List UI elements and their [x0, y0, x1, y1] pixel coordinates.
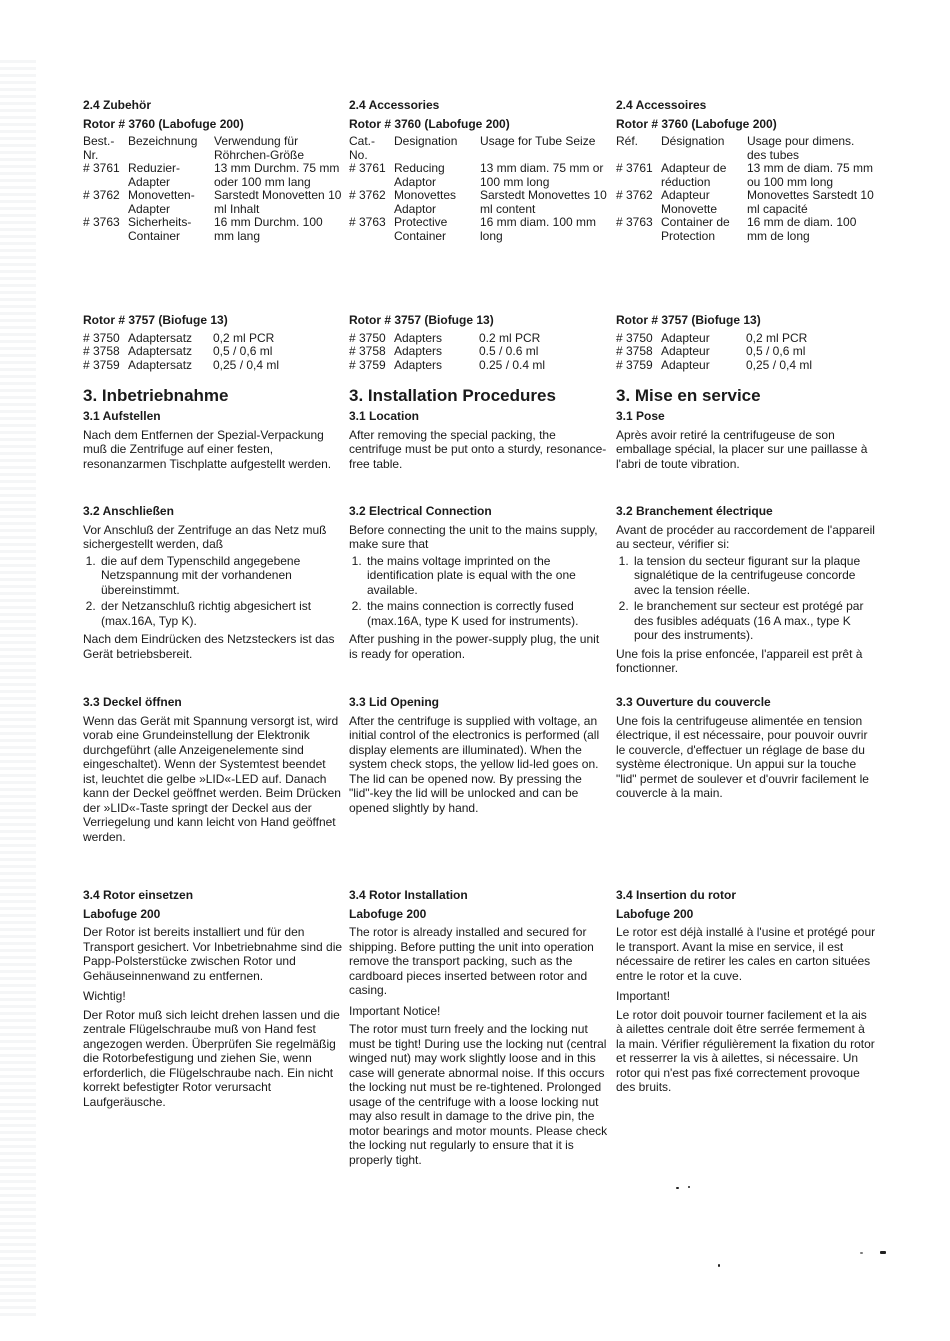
scan-speck [688, 1186, 690, 1188]
table-row [349, 189, 609, 216]
list-item: 2. the mains connection is correctly fused (max.16A, type K used for instruments). [365, 599, 609, 628]
rotor-3757-section [616, 313, 876, 372]
accessories-heading: 2.4 Zubehör [83, 98, 152, 112]
rotor-install-heading: 3.4 Insertion du rotor [616, 888, 737, 902]
section-title: 3. Inbetriebnahme [83, 386, 229, 405]
list-item: 1. la tension du secteur figurant sur la plaque signalétique de la centrifugeuse concorde avec la tension réelle. [632, 554, 876, 598]
installation-section [83, 386, 343, 473]
cell: Adaptersatz [128, 357, 193, 372]
header-cell: Usage pour dimens. des tubes [747, 134, 855, 162]
accessories-table [83, 135, 343, 243]
cell: 0,2 ml PCR [213, 330, 275, 345]
cell: # 3759 [616, 357, 653, 372]
lid-text: Une fois la centrifugeuse alimentée en tension électrique, il est nécessaire, pour pouvoir ouvrir le couvercle, d'effectuer un réglage de base du système électronique. Un appui sur la touche "lid" permet de soulever et d'ouvrir facilement le couvercle à la main. [616, 713, 869, 800]
cell: # 3763 [83, 215, 120, 229]
header-cell: Cat.- No. [349, 134, 376, 162]
rotor-install-text: Der Rotor ist bereits installiert und für den Transport gesichert. Vor Inbetriebnahme sind die Papp-Polsterstücke zwischen Rotor und Gehäuseinnenwand zu entfernen. [83, 925, 343, 983]
location-text: Nach dem Entfernen der Spezial-Verpackung muß die Zentrifuge auf einer festen, resonanzarmen Tischplatte aufgestellt werden. [83, 427, 332, 471]
electrical-intro: Avant de procéder au raccordement de l'appareil au secteur, vérifier si: [616, 522, 875, 551]
location-text: Après avoir retiré la centrifugeuse de son emballage spécial, la placer sur une paillasse à l'abri de toute vibration. [616, 427, 868, 471]
cell: # 3761 [83, 161, 120, 175]
table-row [83, 345, 343, 359]
accessories-heading: 2.4 Accessoires [616, 98, 707, 112]
table-row [616, 359, 876, 373]
rotor-install-text: The rotor is already installed and secured for shipping. Before putting the unit into operation remove the transport packing, such as the cardboard pieces inserted between rotor and casing. [349, 925, 594, 997]
lid-text: Wenn das Gerät mit Spannung versorgt ist, wird vorab eine Grundeinstellung der Elektronik durchgeführt (alle Anzeigenelemente sind eingeschaltet). Wenn der Systemtest beendet ist, leuchtet die gelbe »LID«-LED auf. Danach kann der Deckel geöffnet werden. Beim Drücken der »LID«-Taste springt der Deckel aus der Verriegelung und kann leicht von Hand geöffnet werden. [83, 713, 341, 844]
cell: 16 mm de diam. 100 mm de long [747, 215, 857, 243]
header-cell: Verwendung für Röhrchen-Größe [214, 134, 305, 162]
rotor-install-subheading: Labofuge 200 [83, 906, 161, 921]
electrical-intro: Vor Anschluß der Zentrifuge an das Netz muß sichergestellt werden, daß [83, 522, 327, 551]
rotor-3760-heading: Rotor # 3760 (Labofuge 200) [616, 116, 777, 131]
lid-section [83, 695, 343, 846]
cell: # 3763 [349, 215, 386, 229]
rotor-install-heading: 3.4 Rotor Installation [349, 888, 468, 902]
cell: 0.2 ml PCR [479, 330, 541, 345]
lid-section [349, 695, 609, 817]
electrical-heading: 3.2 Electrical Connection [349, 504, 492, 518]
rotor-install-section [83, 888, 343, 1111]
header-cell: Designation [394, 134, 458, 148]
cell: # 3758 [616, 344, 653, 358]
cell: # 3761 [349, 161, 386, 175]
cell: 13 mm diam. 75 mm or 100 mm long [480, 161, 604, 189]
notice-text: Der Rotor muß sich leicht drehen lassen und die zentrale Flügelschraube muß von Hand fest angezogen werden. Überprüfen Sie regelmäßig die Rotorbefestigung und ziehen Sie, wenn erforderlich, die Flügelschraube nach. Ein nicht korrekt befestigter Rotor verursacht Laufgeräusche. [83, 1007, 340, 1109]
cell: # 3761 [616, 161, 653, 175]
table-row [616, 162, 876, 189]
table-row [616, 345, 876, 359]
table-row [616, 332, 876, 346]
header-cell: Bezeichnung [128, 134, 198, 148]
rotor-install-heading: 3.4 Rotor einsetzen [83, 888, 194, 902]
cell: Adaptersatz [128, 344, 193, 358]
table-row [83, 162, 343, 189]
notice-text: Le rotor doit pouvoir tourner facilement et la ais à ailettes centrale doit être serrée fermement à la main. Vérifier régulièrement la fixation du rotor et resserrer la vis à ailettes, si nécessaire. Un rotor qui n'est pas fixé correctement provoque des bruits. [616, 1007, 875, 1094]
electrical-outro: Une fois la prise enfoncée, l'appareil est prêt à fonctionner. [616, 646, 863, 675]
header-cell: Réf. [616, 134, 639, 148]
cell: # 3762 [349, 188, 386, 202]
cell: Reducing Adaptor [394, 161, 445, 189]
table-row [83, 359, 343, 373]
list-item: 2. le branchement sur secteur est protégé par des fusibles adéquats (16 A max., type K pour des instruments). [632, 599, 876, 643]
cell: Adaptersatz [128, 330, 193, 345]
lid-heading: 3.3 Deckel öffnen [83, 695, 182, 709]
cell: Adapteur de réduction [661, 161, 727, 189]
accessories-section [83, 98, 343, 243]
table-header [83, 135, 343, 162]
cell: Adapters [394, 344, 443, 358]
cell: # 3750 [83, 330, 120, 345]
rotor-install-section [616, 888, 876, 1097]
notice-heading: Important Notice! [349, 1003, 441, 1018]
list-item: 1. die auf dem Typenschild angegebene Netzspannung mit der vorhandenen übereinstimmt. [99, 554, 343, 598]
table-row [349, 332, 609, 346]
notice-text: The rotor must turn freely and the locking nut must be tight! During use the locking nut (central winged nut) may work slightly loose and in this case will generate abnormal noise. If this occurs the locking nut must be re-tightened. Prolonged usage of the centrifuge with a loose locking nut may also result in damage to the drive pin, the motor bearings and motor mounts. Please check the locking nut regularly to ensure that it is properly tight. [349, 1022, 608, 1167]
rotor-install-section [349, 888, 609, 1169]
installation-section [349, 386, 609, 473]
cell: Sarstedt Monovetten 10 ml Inhalt [214, 188, 342, 216]
rotor-3757-heading: Rotor # 3757 (Biofuge 13) [83, 313, 228, 327]
cell: # 3750 [616, 330, 653, 345]
electrical-heading: 3.2 Anschließen [83, 504, 174, 518]
cell: Reduzier-Adapter [128, 161, 181, 189]
rotor-install-subheading: Labofuge 200 [349, 906, 427, 921]
table-row [616, 189, 876, 216]
electrical-heading: 3.2 Branchement électrique [616, 504, 773, 518]
accessories-table [616, 135, 876, 243]
table-row [349, 216, 609, 243]
location-heading: 3.1 Pose [616, 409, 665, 423]
list-item: 1. the mains voltage imprinted on the identification plate is equal with the one available. [365, 554, 609, 598]
rotor-3757-heading: Rotor # 3757 (Biofuge 13) [349, 313, 494, 327]
table-header [349, 135, 609, 162]
electrical-list [83, 554, 343, 629]
electrical-list [616, 554, 876, 643]
cell: # 3762 [616, 188, 653, 202]
cell: 0,2 ml PCR [746, 330, 808, 345]
cell: Monovettes Adaptor [394, 188, 457, 216]
rotor-3760-heading: Rotor # 3760 (Labofuge 200) [349, 116, 510, 131]
scan-speck [676, 1187, 679, 1189]
cell: # 3759 [83, 357, 120, 372]
cell: Protective Container [394, 215, 448, 243]
rotor-install-text: Le rotor est déjà installé à l'usine et protégé pour le transport. Avant la mise en service, il est nécessaire de retirer les cales en carton situées entre le rotor et la cuve. [616, 925, 876, 983]
cell: 16 mm Durchm. 100 mm lang [214, 215, 323, 243]
cell: Adapters [394, 330, 443, 345]
cell: Sicherheits-Container [128, 215, 192, 243]
rotor-3757-section [83, 313, 343, 372]
cell: 0,5 / 0,6 ml [746, 344, 806, 358]
electrical-intro: Before connecting the unit to the mains supply, make sure that [349, 522, 598, 551]
electrical-outro: After pushing in the power-supply plug, the unit is ready for operation. [349, 632, 600, 661]
table-row [83, 189, 343, 216]
table-row [616, 216, 876, 243]
cell: # 3763 [616, 215, 653, 229]
cell: # 3758 [349, 344, 386, 358]
header-cell: Désignation [661, 134, 725, 148]
cell: Adapteur [661, 357, 710, 372]
cell: Adapteur Monovette [661, 188, 718, 216]
scan-speck [880, 1251, 886, 1254]
location-heading: 3.1 Location [349, 409, 420, 423]
accessories-table [349, 135, 609, 243]
header-cell: Usage for Tube Seize [480, 134, 596, 148]
lid-text: After the centrifuge is supplied with voltage, an initial control of the electronics is performed (all display elements are illuminated). When the system check stops, the yellow lid-led goes on. The lid can be opened now. By pressing the "lid"-key the lid will be unlocked and can be opened slightly by hand. [349, 713, 600, 815]
rotor-3760-heading: Rotor # 3760 (Labofuge 200) [83, 116, 244, 131]
cell: Sarstedt Monovettes 10 ml content [480, 188, 607, 216]
accessories-heading: 2.4 Accessories [349, 98, 440, 112]
adapters-table [83, 332, 343, 373]
cell: 0,5 / 0,6 ml [213, 344, 273, 358]
table-row [349, 162, 609, 189]
table-header [616, 135, 876, 162]
table-row [83, 216, 343, 243]
cell: 13 mm Durchm. 75 mm oder 100 mm lang [214, 161, 340, 189]
scan-edge [0, 60, 36, 1320]
location-heading: 3.1 Aufstellen [83, 409, 161, 423]
cell: 0,25 / 0,4 ml [746, 357, 813, 372]
header-cell: Best.- Nr. [83, 134, 115, 162]
table-row [83, 332, 343, 346]
cell: Monovetten-Adapter [128, 188, 195, 216]
table-row [349, 345, 609, 359]
adapters-table [616, 332, 876, 373]
electrical-outro: Nach dem Eindrücken des Netzsteckers ist das Gerät betriebsbereit. [83, 632, 335, 661]
electrical-section [83, 504, 343, 663]
cell: Adapteur [661, 330, 710, 345]
cell: # 3759 [349, 357, 386, 372]
cell: # 3750 [349, 330, 386, 345]
cell: Monovettes Sarstedt 10 ml capacité [747, 188, 874, 216]
scan-speck [860, 1252, 863, 1254]
cell: # 3758 [83, 344, 120, 358]
accessories-section [349, 98, 609, 243]
electrical-list [349, 554, 609, 629]
electrical-section [349, 504, 609, 663]
electrical-section [616, 504, 876, 678]
location-text: After removing the special packing, the centrifuge must be put onto a sturdy, resonance-free table. [349, 427, 607, 471]
cell: 0.25 / 0.4 ml [479, 357, 546, 372]
rotor-3757-heading: Rotor # 3757 (Biofuge 13) [616, 313, 761, 327]
lid-section [616, 695, 876, 803]
section-title: 3. Mise en service [616, 386, 761, 405]
notice-heading: Wichtig! [83, 989, 126, 1003]
cell: 16 mm diam. 100 mm long [480, 215, 597, 243]
cell: Adapteur [661, 344, 710, 358]
cell: 0.5 / 0.6 ml [479, 344, 539, 358]
section-title: 3. Installation Procedures [349, 386, 556, 405]
notice-heading: Important! [616, 989, 671, 1003]
installation-section [616, 386, 876, 473]
lid-heading: 3.3 Lid Opening [349, 695, 440, 709]
cell: Adapters [394, 357, 443, 372]
cell: 13 mm de diam. 75 mm ou 100 mm long [747, 161, 874, 189]
cell: # 3762 [83, 188, 120, 202]
lid-heading: 3.3 Ouverture du couvercle [616, 695, 771, 709]
cell: Container de Protection [661, 215, 730, 243]
cell: 0,25 / 0,4 ml [213, 357, 280, 372]
list-item: 2. der Netzanschluß richtig abgesichert ist (max.16A, Typ K). [99, 599, 343, 628]
adapters-table [349, 332, 609, 373]
accessories-section [616, 98, 876, 243]
rotor-3757-section [349, 313, 609, 372]
scan-speck [718, 1264, 720, 1267]
rotor-install-subheading: Labofuge 200 [616, 906, 694, 921]
table-row [349, 359, 609, 373]
